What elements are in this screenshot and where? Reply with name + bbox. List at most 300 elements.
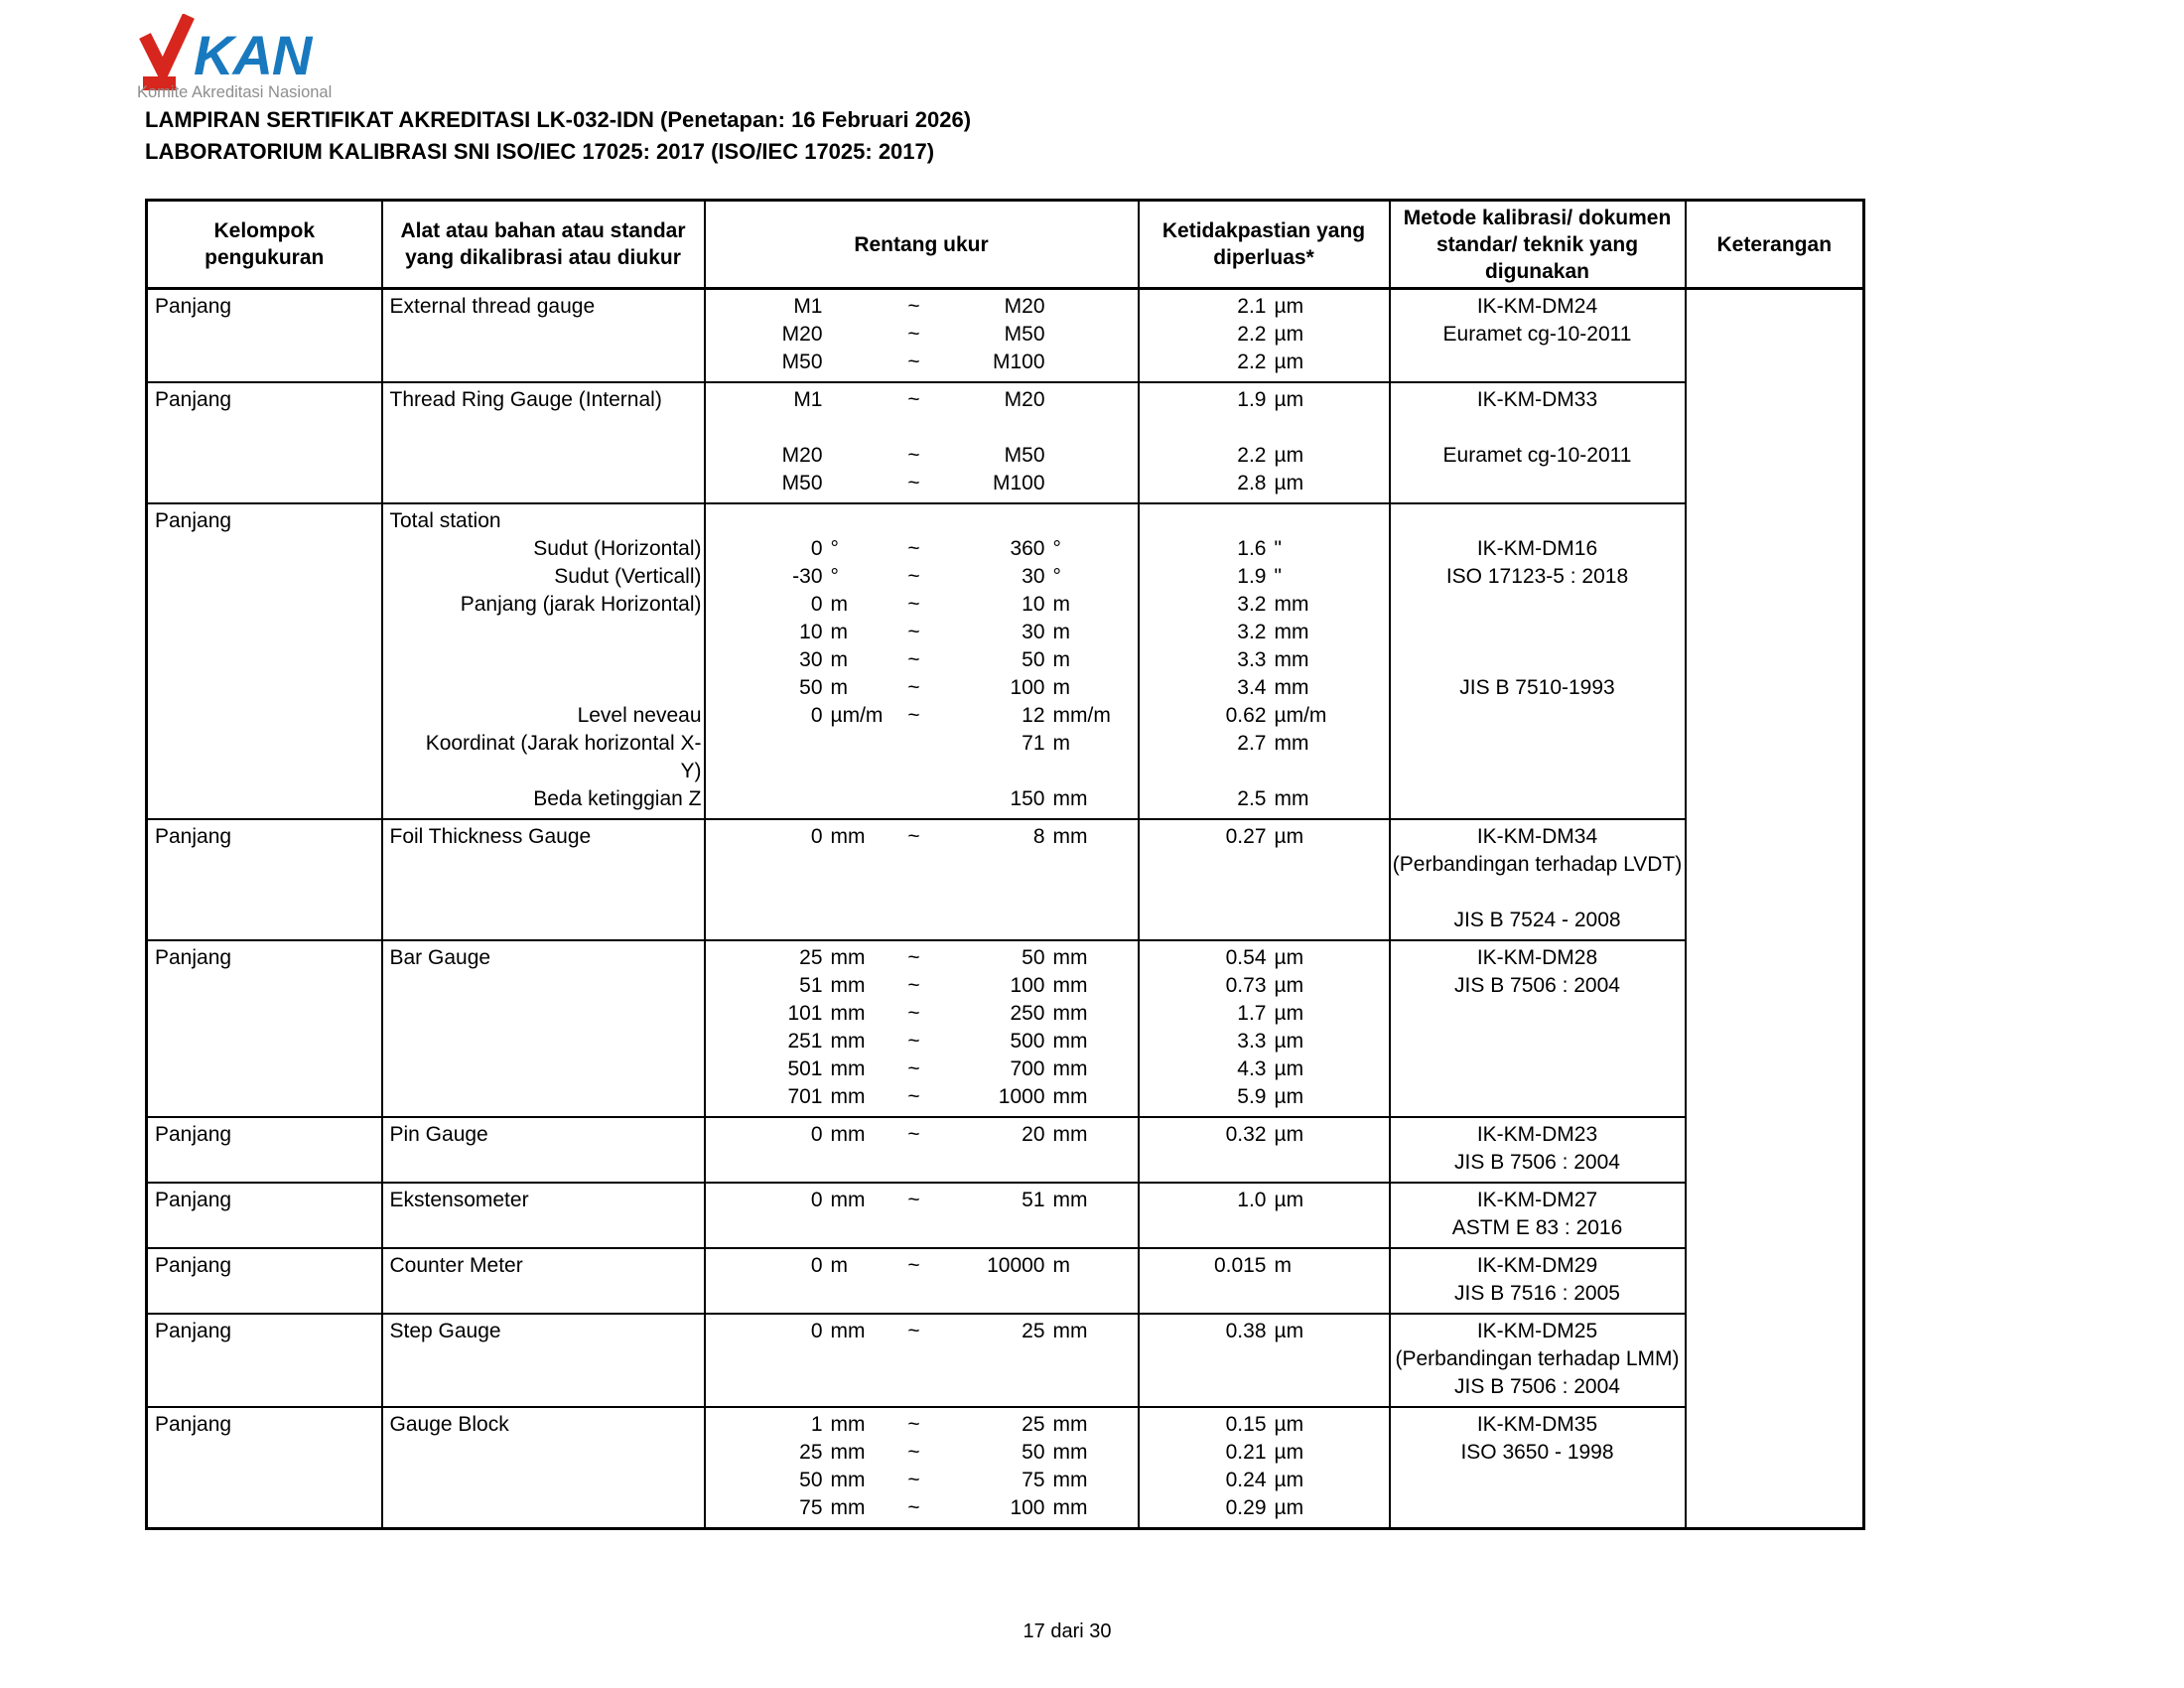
uncertainty-unit: µm xyxy=(1274,1030,1304,1053)
rentang-from-unit: mm xyxy=(830,1469,866,1491)
cell-alat xyxy=(382,1314,705,1407)
uncertainty-value: 0.54 xyxy=(1225,946,1267,969)
rentang-from-value: 1 xyxy=(810,1413,823,1436)
metode-line xyxy=(1391,702,1685,730)
rentang-from-unit: mm xyxy=(830,1189,866,1211)
alat-line xyxy=(383,1214,704,1242)
uncertainty-line xyxy=(1140,758,1389,785)
rentang-from-value xyxy=(706,785,823,813)
metode-line: JIS B 7506 : 2004 xyxy=(1454,1151,1620,1174)
metode-line xyxy=(1391,1000,1685,1028)
uncertainty-unit: µm xyxy=(1274,323,1304,346)
cell-ketidakpastian xyxy=(1139,1117,1390,1183)
uncertainty-line xyxy=(1140,1252,1389,1280)
rentang-from-unit: m xyxy=(830,1254,848,1277)
alat-line: Ekstensometer xyxy=(389,1189,529,1211)
uncertainty-line xyxy=(1140,1345,1389,1373)
uncertainty-line xyxy=(1140,1028,1389,1055)
rentang-to-unit: mm xyxy=(1052,1030,1088,1053)
uncertainty-unit: " xyxy=(1274,565,1282,588)
uncertainty-line xyxy=(1140,851,1389,879)
uncertainty-line xyxy=(1140,1318,1389,1345)
rentang-from-value: 30 xyxy=(799,648,823,671)
cell-kelompok xyxy=(147,1407,382,1529)
rentang-from-value: M50 xyxy=(781,351,823,373)
cell-kelompok xyxy=(147,819,382,940)
alat-line: Foil Thickness Gauge xyxy=(389,825,592,848)
rentang-to-value: 500 xyxy=(1010,1030,1045,1053)
table-row xyxy=(147,289,1864,383)
uncertainty-line xyxy=(1140,1083,1389,1111)
rentang-line xyxy=(706,1121,1138,1149)
rentang-tilde: ~ xyxy=(907,295,920,318)
uncertainty-value: 3.4 xyxy=(1237,676,1267,699)
alat-line: Step Gauge xyxy=(389,1320,501,1342)
rentang-tilde: ~ xyxy=(907,974,920,997)
uncertainty-unit: µm xyxy=(1274,1496,1304,1519)
rentang-line xyxy=(706,1280,1138,1308)
rentang-from-value: 0 xyxy=(810,1189,823,1211)
rentang-tilde: ~ xyxy=(907,946,920,969)
rentang-to-value: 10000 xyxy=(987,1254,1045,1277)
uncertainty-unit: µm xyxy=(1274,1189,1304,1211)
rentang-tilde xyxy=(887,785,942,813)
cell-ketidakpastian xyxy=(1139,1407,1390,1529)
rentang-from-value: 0 xyxy=(810,537,823,560)
rentang-to-unit: mm xyxy=(1052,1002,1088,1025)
cell-alat xyxy=(382,289,705,383)
rentang-line xyxy=(706,1373,1138,1401)
cell-ketidakpastian xyxy=(1139,503,1390,819)
document-title-line2: LABORATORIUM KALIBRASI SNI ISO/IEC 17025: 2017 (ISO/IEC 17025: 2017) xyxy=(145,139,935,164)
rentang-to-value: 100 xyxy=(1010,974,1045,997)
alat-line: External thread gauge xyxy=(389,295,596,318)
rentang-to-value: 50 xyxy=(1022,648,1045,671)
column-header-keterangan: Keterangan xyxy=(1686,201,1864,289)
table-row xyxy=(147,1314,1864,1407)
rentang-tilde: ~ xyxy=(907,388,920,411)
rentang-line xyxy=(706,563,1138,591)
uncertainty-value: 1.9 xyxy=(1237,565,1267,588)
uncertainty-line xyxy=(1140,293,1389,321)
rentang-tilde: ~ xyxy=(907,704,920,727)
rentang-from-value: 25 xyxy=(799,1441,823,1464)
metode-line xyxy=(1391,1055,1685,1083)
cell-kelompok xyxy=(147,1117,382,1183)
uncertainty-line xyxy=(1140,386,1389,414)
rentang-to-value: 50 xyxy=(1022,1441,1045,1464)
rentang-line xyxy=(706,972,1138,1000)
cell-rentang xyxy=(705,1314,1139,1407)
rentang-from-value: -30 xyxy=(792,565,823,588)
rentang-line xyxy=(706,646,1138,674)
document-title-line1: LAMPIRAN SERTIFIKAT AKREDITASI LK-032-IDN (Penetapan: 16 Februari 2026) xyxy=(145,107,972,132)
rentang-to-unit xyxy=(1045,442,1123,470)
uncertainty-unit: µm xyxy=(1274,1469,1304,1491)
alat-line: Total station xyxy=(389,509,501,532)
rentang-from-value: 10 xyxy=(799,621,823,643)
metode-line: JIS B 7516 : 2005 xyxy=(1454,1282,1620,1305)
metode-line: IK-KM-DM35 xyxy=(1476,1413,1598,1436)
uncertainty-value: 3.3 xyxy=(1237,1030,1267,1053)
uncertainty-value: 0.29 xyxy=(1225,1496,1267,1519)
rentang-line xyxy=(706,907,1138,934)
rentang-to-unit xyxy=(1045,470,1123,497)
alat-line: Gauge Block xyxy=(389,1413,509,1436)
rentang-from-unit: mm xyxy=(830,1441,866,1464)
cell-alat xyxy=(382,1248,705,1314)
cell-metode xyxy=(1390,382,1686,503)
rentang-to-unit: m xyxy=(1052,621,1070,643)
uncertainty-value: 0.24 xyxy=(1225,1469,1267,1491)
uncertainty-unit: mm xyxy=(1274,621,1309,643)
rentang-tilde: ~ xyxy=(907,565,920,588)
uncertainty-unit: µm xyxy=(1274,295,1304,318)
rentang-from-value: 0 xyxy=(810,1320,823,1342)
column-header-kelompok: Kelompok pengukuran xyxy=(147,201,382,289)
uncertainty-unit: µm xyxy=(1274,1320,1304,1342)
rentang-from-unit xyxy=(823,293,887,321)
column-header-rentang: Rentang ukur xyxy=(705,201,1139,289)
rentang-tilde: ~ xyxy=(907,648,920,671)
rentang-line xyxy=(706,591,1138,619)
uncertainty-value: 0.27 xyxy=(1225,825,1267,848)
uncertainty-unit: µm xyxy=(1274,1413,1304,1436)
rentang-to-value: 25 xyxy=(1022,1413,1045,1436)
rentang-line xyxy=(706,1083,1138,1111)
uncertainty-line xyxy=(1140,823,1389,851)
uncertainty-unit: m xyxy=(1274,1254,1292,1277)
rentang-line xyxy=(706,1055,1138,1083)
rentang-to-value: M100 xyxy=(992,351,1045,373)
alat-line: Bar Gauge xyxy=(389,946,491,969)
alat-line xyxy=(383,646,704,674)
rentang-from-unit: mm xyxy=(830,1496,866,1519)
uncertainty-value: 2.2 xyxy=(1237,323,1267,346)
alat-line xyxy=(383,619,704,646)
metode-line: IK-KM-DM23 xyxy=(1476,1123,1598,1146)
rentang-from-unit: mm xyxy=(830,1123,866,1146)
cell-rentang xyxy=(705,1407,1139,1529)
rentang-to-value: 71 xyxy=(1022,732,1045,755)
uncertainty-line xyxy=(1140,1494,1389,1522)
metode-line xyxy=(1391,1467,1685,1494)
rentang-line xyxy=(706,944,1138,972)
alat-line xyxy=(383,1439,704,1467)
metode-line: Euramet cg-10-2011 xyxy=(1442,323,1632,346)
rentang-line xyxy=(706,1411,1138,1439)
rentang-from-value: 75 xyxy=(799,1496,823,1519)
metode-line: ISO 3650 - 1998 xyxy=(1460,1441,1614,1464)
rentang-line xyxy=(706,758,1138,785)
metode-line: (Perbandingan terhadap LVDT) xyxy=(1392,853,1683,876)
rentang-to-unit: mm xyxy=(1052,1441,1088,1464)
rentang-line xyxy=(706,1000,1138,1028)
rentang-line xyxy=(706,1252,1138,1280)
cell-metode xyxy=(1390,819,1686,940)
rentang-from-value: 251 xyxy=(787,1030,823,1053)
rentang-from-value: 101 xyxy=(787,1002,823,1025)
alat-line xyxy=(383,879,704,907)
rentang-line xyxy=(706,321,1138,349)
cell-metode xyxy=(1390,503,1686,819)
rentang-to-value: 100 xyxy=(1010,1496,1045,1519)
uncertainty-line xyxy=(1140,1214,1389,1242)
rentang-from-value: 25 xyxy=(799,946,823,969)
uncertainty-value: 3.3 xyxy=(1237,648,1267,671)
rentang-from-unit: m xyxy=(830,621,848,643)
uncertainty-unit: mm xyxy=(1274,648,1309,671)
uncertainty-value: 0.38 xyxy=(1225,1320,1267,1342)
alat-line xyxy=(383,1083,704,1111)
uncertainty-value: 2.2 xyxy=(1237,351,1267,373)
uncertainty-line xyxy=(1140,785,1389,813)
metode-line: IK-KM-DM25 xyxy=(1476,1320,1598,1342)
alat-line xyxy=(383,972,704,1000)
alat-line: Counter Meter xyxy=(389,1254,523,1277)
alat-line: Pin Gauge xyxy=(389,1123,488,1146)
uncertainty-unit: µm xyxy=(1274,974,1304,997)
table-row xyxy=(147,503,1864,819)
uncertainty-line xyxy=(1140,674,1389,702)
rentang-to-unit: mm/m xyxy=(1052,704,1111,727)
rentang-to-unit: m xyxy=(1052,593,1070,616)
cell-ketidakpastian xyxy=(1139,1248,1390,1314)
rentang-tilde: ~ xyxy=(907,825,920,848)
rentang-from-unit: m xyxy=(830,593,848,616)
rentang-tilde: ~ xyxy=(907,1085,920,1108)
rentang-from-unit: mm xyxy=(830,1002,866,1025)
table-row xyxy=(147,940,1864,1117)
uncertainty-unit: µm xyxy=(1274,1441,1304,1464)
rentang-line xyxy=(706,1187,1138,1214)
rentang-line xyxy=(706,702,1138,730)
column-header-ketidakpastian: Ketidakpastian yang diperluas* xyxy=(1139,201,1390,289)
rentang-to-unit: mm xyxy=(1052,787,1088,810)
rentang-to-value: 51 xyxy=(1022,1189,1045,1211)
uncertainty-value: 1.6 xyxy=(1237,537,1267,560)
rentang-to-value: 10 xyxy=(1022,593,1045,616)
rentang-to-value: 30 xyxy=(1022,565,1045,588)
rentang-tilde: ~ xyxy=(907,1254,920,1277)
uncertainty-value: 2.5 xyxy=(1237,787,1267,810)
rentang-tilde: ~ xyxy=(907,323,920,346)
cell-kelompok xyxy=(147,1183,382,1248)
uncertainty-unit: µm xyxy=(1274,825,1304,848)
rentang-to-value: M50 xyxy=(1004,444,1045,467)
kelompok-label: Panjang xyxy=(155,1413,232,1436)
rentang-line xyxy=(706,1028,1138,1055)
rentang-from-unit: ° xyxy=(830,537,839,560)
uncertainty-line xyxy=(1140,1149,1389,1177)
cell-metode xyxy=(1390,1117,1686,1183)
rentang-line xyxy=(706,879,1138,907)
rentang-to-value: M20 xyxy=(1004,388,1045,411)
metode-line: JIS B 7506 : 2004 xyxy=(1454,974,1620,997)
cell-rentang xyxy=(705,819,1139,940)
kelompok-label: Panjang xyxy=(155,295,232,318)
cell-alat xyxy=(382,503,705,819)
cell-metode xyxy=(1390,289,1686,383)
uncertainty-line xyxy=(1140,702,1389,730)
rentang-to-value: 150 xyxy=(1010,787,1045,810)
rentang-to-value: 25 xyxy=(1022,1320,1045,1342)
kelompok-label: Panjang xyxy=(155,509,232,532)
uncertainty-unit: µm xyxy=(1274,946,1304,969)
kan-logo-graphic xyxy=(137,14,345,103)
rentang-from-unit: ° xyxy=(830,565,839,588)
rentang-from-unit xyxy=(823,470,887,497)
rentang-to-unit: ° xyxy=(1052,565,1061,588)
kelompok-label: Panjang xyxy=(155,825,232,848)
rentang-line xyxy=(706,1439,1138,1467)
rentang-from-unit: mm xyxy=(830,1057,866,1080)
rentang-from-value: 0 xyxy=(810,593,823,616)
rentang-tilde xyxy=(887,730,942,758)
rentang-to-value: 20 xyxy=(1022,1123,1045,1146)
rentang-from-unit xyxy=(823,785,887,813)
rentang-tilde: ~ xyxy=(907,621,920,643)
rentang-from-value xyxy=(706,730,823,758)
kan-logo xyxy=(137,14,345,103)
uncertainty-line xyxy=(1140,535,1389,563)
rentang-to-unit: mm xyxy=(1052,1320,1088,1342)
alat-line xyxy=(383,907,704,934)
cell-rentang xyxy=(705,289,1139,383)
alat-line xyxy=(383,1149,704,1177)
rentang-line xyxy=(706,619,1138,646)
metode-line: JIS B 7506 : 2004 xyxy=(1454,1375,1620,1398)
cell-metode xyxy=(1390,1407,1686,1529)
cell-rentang xyxy=(705,1248,1139,1314)
metode-line xyxy=(1391,1494,1685,1522)
cell-kelompok xyxy=(147,289,382,383)
uncertainty-value: 4.3 xyxy=(1237,1057,1267,1080)
alat-line xyxy=(383,1345,704,1373)
uncertainty-line xyxy=(1140,730,1389,758)
rentang-from-value: 0 xyxy=(810,1254,823,1277)
table-row xyxy=(147,382,1864,503)
cell-alat xyxy=(382,940,705,1117)
metode-line: IK-KM-DM27 xyxy=(1476,1189,1598,1211)
uncertainty-value: 3.2 xyxy=(1237,593,1267,616)
rentang-tilde: ~ xyxy=(907,537,920,560)
cell-kelompok xyxy=(147,503,382,819)
rentang-from-value: M20 xyxy=(781,323,823,346)
rentang-from-value: M1 xyxy=(793,388,823,411)
uncertainty-unit: µm xyxy=(1274,1002,1304,1025)
uncertainty-line xyxy=(1140,591,1389,619)
rentang-tilde: ~ xyxy=(907,1123,920,1146)
table-row xyxy=(147,1407,1864,1529)
rentang-line xyxy=(706,851,1138,879)
rentang-to-value: 250 xyxy=(1010,1002,1045,1025)
rentang-from-value: 0 xyxy=(810,1123,823,1146)
kan-logo-tagline: Komite Akreditasi Nasional xyxy=(137,83,333,101)
rentang-tilde: ~ xyxy=(907,351,920,373)
cell-ketidakpastian xyxy=(1139,289,1390,383)
rentang-line xyxy=(706,293,1138,321)
alat-line xyxy=(383,442,704,470)
alat-line xyxy=(383,470,704,497)
uncertainty-line xyxy=(1140,563,1389,591)
rentang-tilde: ~ xyxy=(907,444,920,467)
cell-alat xyxy=(382,1117,705,1183)
rentang-tilde: ~ xyxy=(907,593,920,616)
rentang-to-unit: mm xyxy=(1052,946,1088,969)
rentang-line xyxy=(706,507,1138,535)
uncertainty-unit: mm xyxy=(1274,787,1309,810)
metode-line xyxy=(1391,1028,1685,1055)
rentang-to-unit: m xyxy=(1052,732,1070,755)
rentang-to-unit: mm xyxy=(1052,825,1088,848)
alat-line xyxy=(383,414,704,442)
uncertainty-line xyxy=(1140,507,1389,535)
metode-line: ASTM E 83 : 2016 xyxy=(1451,1216,1623,1239)
uncertainty-value: 0.015 xyxy=(1213,1254,1267,1277)
kelompok-label: Panjang xyxy=(155,1320,232,1342)
cell-kelompok xyxy=(147,940,382,1117)
uncertainty-line xyxy=(1140,1280,1389,1308)
rentang-to-value: 12 xyxy=(1022,704,1045,727)
uncertainty-value: 3.2 xyxy=(1237,621,1267,643)
rentang-to-unit xyxy=(1045,349,1123,376)
rentang-from-value: M50 xyxy=(781,472,823,494)
uncertainty-value: 1.7 xyxy=(1237,1002,1267,1025)
column-header-metode: Metode kalibrasi/ dokumen standar/ teknik yang digunakan xyxy=(1390,201,1686,289)
rentang-from-unit xyxy=(823,442,887,470)
uncertainty-value: 0.15 xyxy=(1225,1413,1267,1436)
kelompok-label: Panjang xyxy=(155,1123,232,1146)
metode-line: (Perbandingan terhadap LMM) xyxy=(1395,1347,1680,1370)
rentang-tilde: ~ xyxy=(907,1002,920,1025)
cell-keterangan xyxy=(1686,289,1864,1529)
alat-line xyxy=(383,1028,704,1055)
rentang-from-unit: m xyxy=(830,676,848,699)
cell-rentang xyxy=(705,503,1139,819)
rentang-tilde: ~ xyxy=(907,1320,920,1342)
alat-line: Koordinat (Jarak horizontal X- xyxy=(425,732,702,755)
rentang-line xyxy=(706,470,1138,497)
cell-rentang xyxy=(705,1183,1139,1248)
cell-metode xyxy=(1390,1183,1686,1248)
cell-ketidakpastian xyxy=(1139,1314,1390,1407)
rentang-from-unit: mm xyxy=(830,1413,866,1436)
kelompok-label: Panjang xyxy=(155,946,232,969)
kan-logo-text: KAN xyxy=(194,24,312,86)
rentang-to-unit: mm xyxy=(1052,1057,1088,1080)
metode-line xyxy=(1391,470,1685,497)
table-header-row xyxy=(147,201,1864,289)
rentang-from-value: 50 xyxy=(799,676,823,699)
alat-line: Panjang (jarak Horizontal) xyxy=(460,593,702,616)
uncertainty-value: 1.0 xyxy=(1237,1189,1267,1211)
cell-rentang xyxy=(705,940,1139,1117)
metode-line: JIS B 7510-1993 xyxy=(1459,676,1615,699)
alat-line xyxy=(383,1000,704,1028)
alat-line xyxy=(383,1373,704,1401)
cell-alat xyxy=(382,382,705,503)
cell-metode xyxy=(1390,1314,1686,1407)
metode-line xyxy=(1391,646,1685,674)
uncertainty-value: 2.8 xyxy=(1237,472,1267,494)
uncertainty-unit: µm xyxy=(1274,388,1304,411)
alat-line: Thread Ring Gauge (Internal) xyxy=(389,388,662,411)
alat-line: Level neveau xyxy=(577,704,702,727)
rentang-line xyxy=(706,414,1138,442)
metode-line: IK-KM-DM28 xyxy=(1476,946,1598,969)
rentang-to-value: 8 xyxy=(1032,825,1045,848)
